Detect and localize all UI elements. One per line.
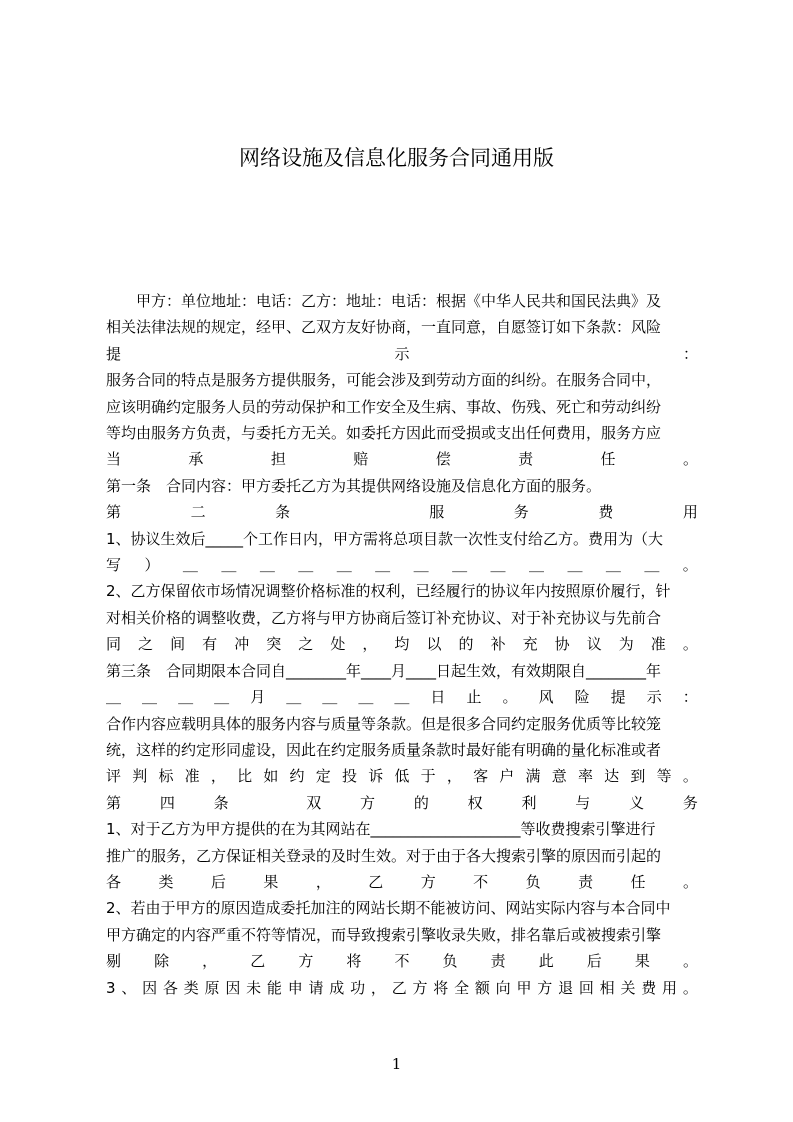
text-fragment: ＿: [106, 688, 122, 707]
text-fragment: 各: [106, 872, 122, 891]
text-fragment: 类: [158, 872, 174, 891]
text-fragment: 等: [656, 767, 672, 786]
text-fragment: 乙: [391, 978, 407, 997]
text-line: 统，这样的约定形同虚设，因此在约定服务质量条款时最好能有明确的量化标准或者: [106, 740, 662, 759]
text-fragment: ＿: [644, 556, 660, 575]
text-fragment: 冲: [234, 635, 250, 654]
document-title: 网络设施及信息化服务合同通用版: [239, 146, 554, 170]
text-fragment: 担: [270, 450, 286, 469]
text-fragment: 风: [538, 688, 554, 707]
text-line: [106, 446, 698, 472]
text-fragment: 甲: [516, 978, 532, 997]
text-fragment: 关: [620, 978, 636, 997]
text-fragment: 3: [106, 978, 116, 997]
text-fragment: 任: [630, 872, 646, 891]
text-fragment: 不: [394, 952, 410, 971]
text-fragment: 准: [184, 767, 200, 786]
text-fragment: 各: [162, 978, 178, 997]
text-fragment: 示: [394, 344, 410, 363]
text-fragment: 均: [394, 635, 410, 654]
text-fragment: 方: [298, 952, 314, 971]
text-fragment: ）: [144, 556, 160, 575]
text-line: 服务合同的特点是服务方提供服务，可能会涉及到劳动方面的纠纷。在服务合同中，: [106, 371, 662, 390]
text-line: 甲方确定的内容严重不符等情况，而导致搜索引擎收录失败，排名靠后或被搜索引擎: [106, 925, 662, 944]
text-fragment: 的: [458, 635, 474, 654]
text-fragment: 条: [213, 793, 229, 812]
text-fragment: 将: [346, 952, 362, 971]
text-fragment: 以: [426, 635, 442, 654]
text-fragment: 同: [106, 635, 122, 654]
text-fragment: 乙: [250, 952, 266, 971]
text-fragment: ＿: [605, 556, 621, 575]
text-fragment: ＿: [490, 556, 506, 575]
text-line: 相关法律法规的规定，经甲、乙双方友好协商，一直同意，自愿签订如下条款：风险: [106, 318, 662, 337]
text-fragment: 赔: [353, 450, 369, 469]
text-line: 1、对于乙方为甲方提供的在为其网站在____________________等收费搜索引擎进行: [106, 820, 656, 839]
text-fragment: 方: [420, 872, 436, 891]
text-fragment: 类: [183, 978, 199, 997]
text-fragment: 申: [287, 978, 303, 997]
text-fragment: 未: [246, 978, 262, 997]
text-fragment: 不: [473, 872, 489, 891]
text-fragment: 承: [188, 450, 204, 469]
text-fragment: 条: [275, 503, 291, 522]
text-fragment: 间: [170, 635, 186, 654]
text-fragment: 当: [106, 450, 122, 469]
text-fragment: 于: [420, 767, 436, 786]
text-fragment: ＿: [142, 688, 158, 707]
text-fragment: 客: [473, 767, 489, 786]
text-fragment: 险: [574, 688, 590, 707]
text-fragment: 退: [558, 978, 574, 997]
text-fragment: 义: [629, 793, 645, 812]
text-fragment: 补: [490, 635, 506, 654]
text-fragment: 协: [554, 635, 570, 654]
text-fragment: ＿: [394, 688, 410, 707]
text-fragment: ＿: [336, 556, 352, 575]
text-line: [106, 790, 698, 816]
text-fragment: 能: [266, 978, 282, 997]
text-fragment: 有: [202, 635, 218, 654]
text-fragment: 请: [308, 978, 324, 997]
text-fragment: 为: [618, 635, 634, 654]
text-fragment: 剔: [106, 952, 122, 971]
text-fragment: 。: [502, 688, 518, 707]
text-fragment: 投: [341, 767, 357, 786]
text-fragment: ＿: [286, 688, 302, 707]
text-fragment: 比: [237, 767, 253, 786]
text-fragment: 果: [634, 952, 650, 971]
text-fragment: 低: [394, 767, 410, 786]
text-line: [106, 684, 698, 710]
text-fragment: ＿: [298, 556, 314, 575]
text-fragment: ＿: [214, 688, 230, 707]
text-fragment: 约: [289, 767, 305, 786]
text-fragment: 后: [210, 872, 226, 891]
text-fragment: 服: [429, 503, 445, 522]
text-fragment: 后: [586, 952, 602, 971]
text-line: 应该明确约定服务人员的劳动保护和工作安全及生病、事故、伤残、死亡和劳动纠纷: [106, 397, 662, 416]
text-line: 对相关价格的调整收费，乙方将与甲方协商后签订补充协议、对于补充协议与先前合: [106, 608, 662, 627]
text-line: [106, 552, 698, 578]
text-fragment: 提: [610, 688, 626, 707]
text-fragment: 回: [578, 978, 594, 997]
text-fragment: 判: [132, 767, 148, 786]
text-fragment: ＿: [413, 556, 429, 575]
text-line: 第一条 合同内容：甲方委托乙方为其提供网络设施及信息化方面的服务。: [106, 476, 602, 495]
text-line: [106, 975, 698, 1001]
text-fragment: ：: [682, 688, 698, 707]
text-fragment: 因: [225, 978, 241, 997]
text-fragment: 。: [682, 635, 698, 654]
text-line: 推广的服务，乙方保证相关登录的及时生效。对于由于各大搜索引擎的原因而引起的: [106, 846, 662, 865]
text-fragment: ，: [446, 767, 462, 786]
text-fragment: 责: [490, 952, 506, 971]
text-line: [106, 499, 698, 525]
text-fragment: 成: [329, 978, 345, 997]
text-fragment: 、: [121, 978, 137, 997]
text-fragment: 责: [578, 872, 594, 891]
text-fragment: 。: [682, 556, 698, 575]
text-fragment: 果: [263, 872, 279, 891]
text-fragment: ＿: [259, 556, 275, 575]
text-fragment: 向: [495, 978, 511, 997]
text-fragment: ＿: [221, 556, 237, 575]
text-fragment: 四: [159, 793, 175, 812]
text-fragment: ＿: [567, 556, 583, 575]
text-fragment: 诉: [368, 767, 384, 786]
page-number: 1: [391, 1055, 402, 1073]
text-fragment: 原: [204, 978, 220, 997]
text-fragment: 务: [682, 793, 698, 812]
text-fragment: 全: [454, 978, 470, 997]
text-fragment: ＿: [375, 556, 391, 575]
text-fragment: ：: [682, 344, 698, 363]
text-fragment: 议: [586, 635, 602, 654]
text-fragment: ，: [315, 872, 331, 891]
text-fragment: ，: [210, 767, 226, 786]
contract-body: [106, 288, 698, 1001]
text-fragment: 利: [521, 793, 537, 812]
text-fragment: 。: [682, 767, 698, 786]
text-line: [106, 631, 698, 657]
text-fragment: 用: [682, 503, 698, 522]
text-fragment: 除: [154, 952, 170, 971]
text-fragment: 第: [106, 503, 122, 522]
text-fragment: 偿: [435, 450, 451, 469]
text-fragment: 。: [682, 872, 698, 891]
text-line: [106, 763, 698, 789]
text-line: 1、协议生效后_____个工作日内，甲方需将总项目款一次性支付给乙方。费用为（大: [106, 529, 664, 548]
text-fragment: 双: [306, 793, 322, 812]
text-fragment: ，: [362, 635, 378, 654]
text-fragment: 与: [575, 793, 591, 812]
text-fragment: 第: [106, 793, 122, 812]
text-line: 合作内容应载明具体的服务内容与质量等条款。但是很多合同约定服务优质等比较笼: [106, 714, 662, 733]
text-fragment: 负: [442, 952, 458, 971]
text-fragment: 定: [315, 767, 331, 786]
text-fragment: 额: [474, 978, 490, 997]
text-fragment: 如: [263, 767, 279, 786]
text-line: 2、乙方保留依市场情况调整价格标准的权利，已经履行的协议年内按照原价履行，针: [106, 582, 671, 601]
text-fragment: 示: [646, 688, 662, 707]
text-fragment: 。: [682, 952, 698, 971]
text-fragment: ，: [370, 978, 386, 997]
text-fragment: 之: [138, 635, 154, 654]
text-fragment: 费: [641, 978, 657, 997]
text-fragment: ＿: [322, 688, 338, 707]
text-fragment: 将: [433, 978, 449, 997]
text-fragment: 满: [525, 767, 541, 786]
text-fragment: 。: [682, 978, 698, 997]
text-fragment: 之: [298, 635, 314, 654]
text-fragment: 到: [630, 767, 646, 786]
text-line: [106, 869, 698, 895]
text-fragment: 月: [250, 688, 266, 707]
text-fragment: 充: [522, 635, 538, 654]
text-fragment: 方: [412, 978, 428, 997]
text-fragment: 任: [600, 450, 616, 469]
text-fragment: ＿: [528, 556, 544, 575]
text-fragment: 止: [466, 688, 482, 707]
text-fragment: 写: [106, 556, 122, 575]
text-fragment: 处: [330, 635, 346, 654]
text-line: [106, 948, 698, 974]
text-fragment: ＿: [452, 556, 468, 575]
text-fragment: ＿: [358, 688, 374, 707]
text-line: 等均由服务方负责，与委托方无关。如委托方因此而受损或支出任何费用，服务方应: [106, 424, 662, 443]
text-line: 第三条 合同期限本合同自________年____月____日起生效，有效期限自________年: [106, 661, 662, 680]
text-fragment: 意: [551, 767, 567, 786]
text-fragment: 标: [158, 767, 174, 786]
text-fragment: 用: [662, 978, 678, 997]
text-fragment: 突: [266, 635, 282, 654]
text-fragment: 二: [190, 503, 206, 522]
text-fragment: 日: [430, 688, 446, 707]
text-line: [106, 341, 698, 367]
text-fragment: 负: [525, 872, 541, 891]
text-fragment: 提: [106, 344, 122, 363]
text-fragment: 达: [604, 767, 620, 786]
text-fragment: 户: [499, 767, 515, 786]
text-fragment: 功: [350, 978, 366, 997]
text-fragment: 的: [413, 793, 429, 812]
text-fragment: 责: [518, 450, 534, 469]
text-fragment: 。: [682, 450, 698, 469]
text-fragment: 此: [538, 952, 554, 971]
text-fragment: ＿: [182, 556, 198, 575]
text-fragment: 因: [142, 978, 158, 997]
text-fragment: 相: [599, 978, 615, 997]
text-fragment: 率: [577, 767, 593, 786]
text-fragment: 费: [598, 503, 614, 522]
text-fragment: 方: [360, 793, 376, 812]
text-line: 2、若由于甲方的原因造成委托加注的网站长期不能被访问、网站实际内容与本合同中: [106, 899, 671, 918]
text-fragment: 务: [513, 503, 529, 522]
text-fragment: 方: [537, 978, 553, 997]
text-fragment: ，: [202, 952, 218, 971]
text-line: 甲方：单位地址：电话：乙方：地址：电话：根据《中华人民共和国民法典》及: [136, 292, 662, 310]
text-fragment: 乙: [368, 872, 384, 891]
text-fragment: 准: [650, 635, 666, 654]
text-fragment: 评: [106, 767, 122, 786]
text-fragment: 权: [467, 793, 483, 812]
text-fragment: ＿: [178, 688, 194, 707]
